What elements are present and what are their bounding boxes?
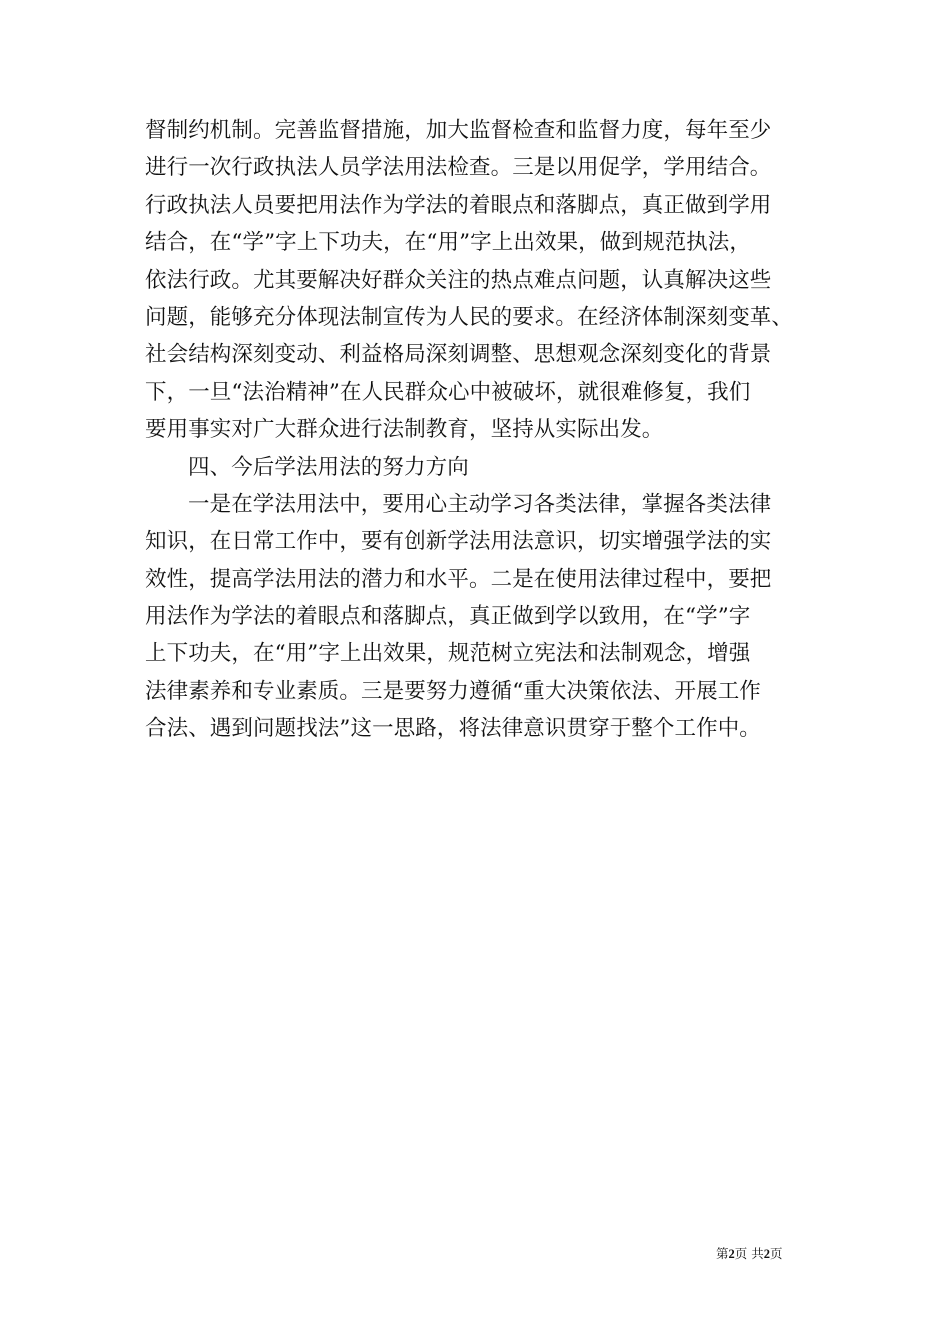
- body-line: 依法行政。尤其要解决好群众关注的热点难点问题，认真解决这些: [145, 267, 772, 293]
- body-line: 一是在学法用法中，要用心主动学习各类法律，掌握各类法律: [188, 491, 772, 517]
- footer-total-pages: 2: [763, 1247, 770, 1261]
- body-line: 合法、遇到问题找法”这一思路，将法律意识贯穿于整个工作中。: [145, 716, 761, 742]
- body-line: 用法作为学法的着眼点和落脚点，真正做到学以致用，在“学”字: [145, 604, 751, 630]
- body-line: 知识，在日常工作中，要有创新学法用法意识，切实增强学法的实: [145, 529, 772, 555]
- body-line: 法律素养和专业素质。三是要努力遵循“重大决策依法、开展工作: [145, 678, 761, 704]
- body-line: 上下功夫，在“用”字上出效果，规范树立宪法和法制观念，增强: [145, 641, 751, 667]
- body-line: 效性，提高学法用法的潜力和水平。二是在使用法律过程中，要把: [145, 566, 772, 592]
- footer-middle: 页 共: [734, 1246, 764, 1261]
- body-line: 结合，在“学”字上下功夫，在“用”字上出效果，做到规范执法，: [145, 230, 751, 256]
- document-body: [145, 112, 815, 748]
- body-line: 下，一旦“法治精神”在人民群众心中被破坏，就很难修复，我们: [145, 379, 751, 405]
- body-line: 社会结构深刻变动、利益格局深刻调整、思想观念深刻变化的背景: [145, 342, 772, 368]
- body-line: 行政执法人员要把用法作为学法的着眼点和落脚点，真正做到学用: [145, 192, 772, 218]
- body-line: 问题，能够充分体现法制宣传为人民的要求。在经济体制深刻变革、: [145, 304, 794, 330]
- footer-suffix: 页: [770, 1246, 783, 1261]
- footer-current-page: 2: [728, 1247, 735, 1261]
- page-footer: [716, 1246, 783, 1262]
- body-line: 进行一次行政执法人员学法用法检查。三是以用促学，学用结合。: [145, 155, 772, 181]
- body-line: 要用事实对广大群众进行法制教育，坚持从实际出发。: [145, 417, 664, 443]
- section-heading: 四、今后学法用法的努力方向: [188, 454, 469, 480]
- footer-prefix: 第: [716, 1246, 729, 1261]
- body-line: 督制约机制。完善监督措施，加大监督检查和监督力度，每年至少: [145, 118, 772, 143]
